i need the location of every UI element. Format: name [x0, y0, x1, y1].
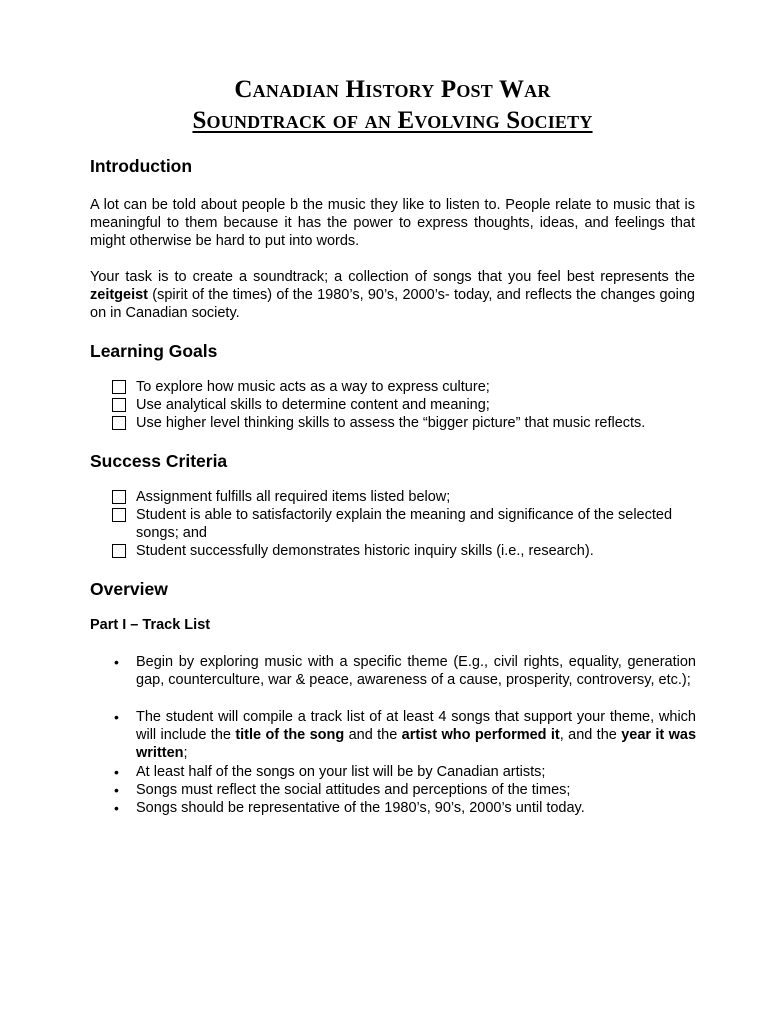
bullet-icon: •	[114, 654, 119, 670]
introduction-heading: Introduction	[90, 156, 193, 176]
learning-goal-item: Use analytical skills to determine content and meaning;	[112, 396, 696, 414]
list-item: • Songs must reflect the social attitudes and perceptions of the times;	[114, 782, 571, 798]
checkbox-icon[interactable]	[112, 380, 126, 394]
list-item: • The student will compile a track list of at least 4 songs that support your theme, which will include the title of the song and the artist who performed it, and the year it was written;	[114, 709, 697, 762]
success-criteria-item: Assignment fulfills all required items listed below;	[112, 488, 696, 506]
introduction-paragraph-1: A lot can be told about people b the music they like to listen to. People relate to music that is meaningful to them because it has the power to express thoughts, ideas, and feelings that might otherwise be hard to put into words.	[90, 197, 695, 250]
checkbox-icon[interactable]	[112, 544, 126, 558]
learning-goal-item: Use higher level thinking skills to assess the “bigger picture” that music reflects.	[112, 414, 696, 432]
checkbox-icon[interactable]	[112, 508, 126, 522]
overview-heading: Overview	[90, 579, 168, 599]
success-criteria-item: Student successfully demonstrates historic inquiry skills (i.e., research).	[112, 542, 696, 560]
part-one-heading: Part I – Track List	[90, 617, 211, 633]
learning-goal-item: To explore how music acts as a way to express culture;	[112, 378, 696, 396]
success-criteria-item: Student is able to satisfactorily explain the meaning and significance of the selected songs; and	[112, 506, 696, 542]
checkbox-icon[interactable]	[112, 398, 126, 412]
bullet-icon: •	[114, 764, 119, 780]
list-item: • Songs should be representative of the 1980’s, 90’s, 2000’s until today.	[114, 800, 585, 816]
zeitgeist-term: zeitgeist	[90, 287, 149, 304]
checkbox-icon[interactable]	[112, 416, 126, 430]
document-title: Canadian History Post War	[234, 76, 551, 103]
success-criteria-heading: Success Criteria	[90, 451, 228, 471]
bullet-icon: •	[114, 709, 119, 725]
introduction-paragraph-2: Your task is to create a soundtrack; a collection of songs that you feel best represents the zeitgeist (spirit of the times) of the 1980’s, 90’s, 2000’s- today, and reflects the changes going on in Canadian society.	[90, 269, 695, 322]
list-item: • Begin by exploring music with a specific theme (E.g., civil rights, equality, generation gap, counterculture, war & peace, awareness of a cause, prosperity, controversy, etc.);	[114, 654, 696, 689]
bullet-icon: •	[114, 782, 119, 798]
bullet-icon: •	[114, 800, 119, 816]
document-subtitle: Soundtrack of an Evolving Society	[192, 107, 593, 134]
learning-goals-heading: Learning Goals	[90, 341, 218, 361]
checkbox-icon[interactable]	[112, 490, 126, 504]
list-item: • At least half of the songs on your list will be by Canadian artists;	[114, 764, 546, 780]
